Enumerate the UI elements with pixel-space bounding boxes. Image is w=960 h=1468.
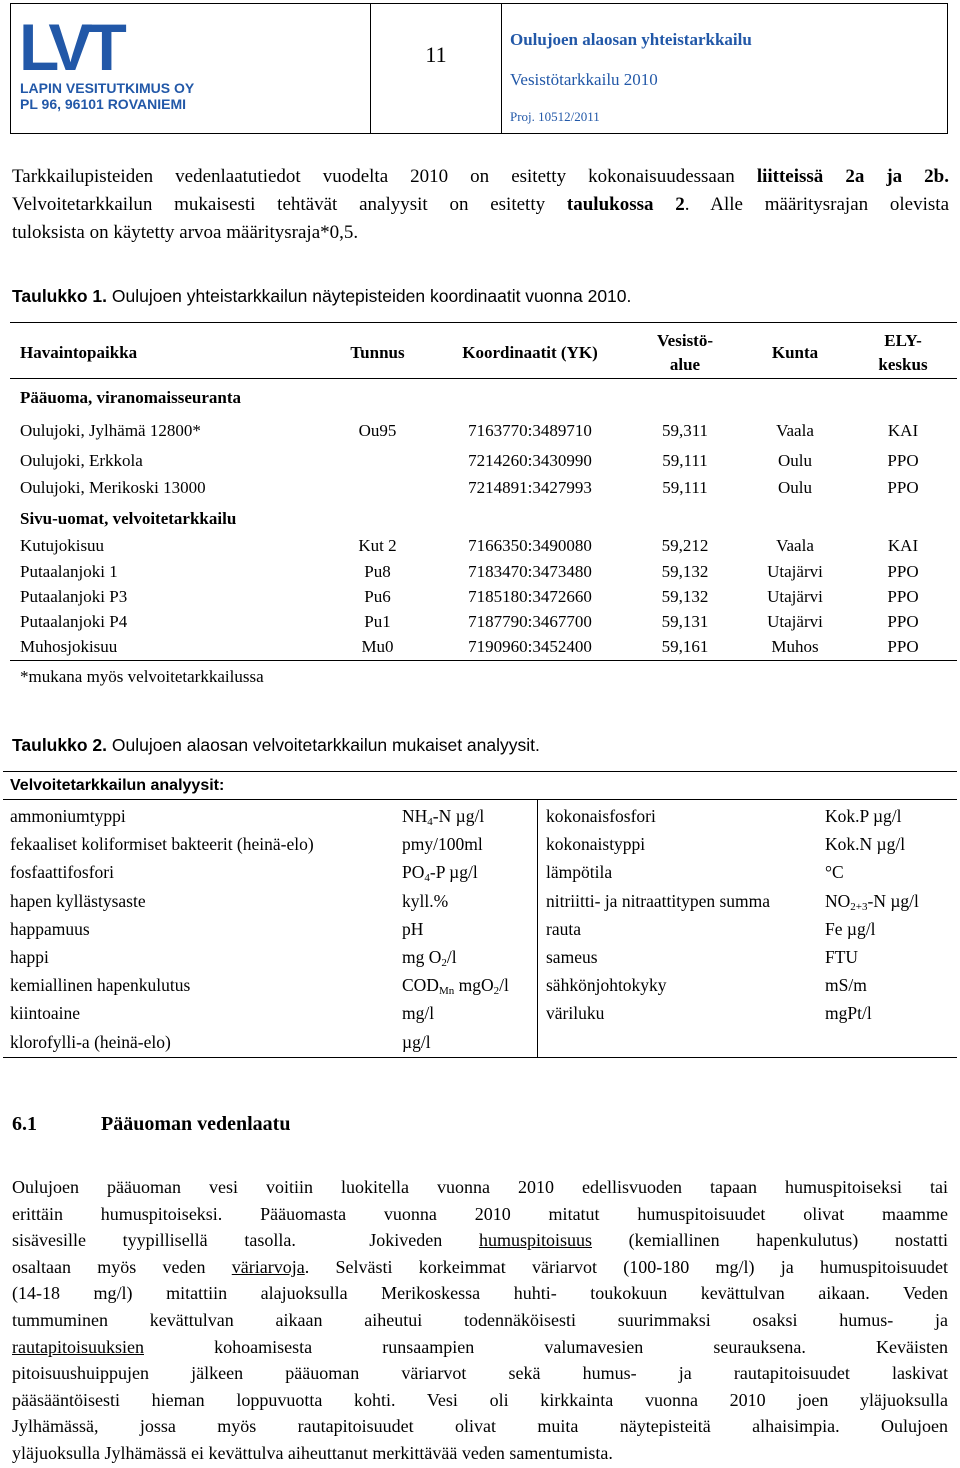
table1-cell-coords: 7190960:3452400 <box>468 637 592 656</box>
analysis-name-left: ammoniumtyppi <box>10 806 126 826</box>
header-page-cell <box>371 4 502 133</box>
table1-top-rule <box>10 322 957 323</box>
analysis-unit-left: pmy/100ml <box>402 834 483 855</box>
analysis-unit-right: Kok.N µg/l <box>825 834 906 855</box>
table1-cell-area: 59,311 <box>661 421 709 440</box>
table1-cell-place: Putaalanjoki 1 <box>20 562 118 581</box>
table1-cell-ely: PPO <box>887 637 919 656</box>
table1-cell-place: Oulujoki, Merikoski 13000 <box>20 478 206 497</box>
org-address: PL 96, 96101 ROVANIEMI <box>20 96 186 112</box>
section-number: 6.1 <box>12 1113 37 1135</box>
analysis-name-left: kiintoaine <box>10 1003 80 1024</box>
analysis-unit-left: mg/l <box>402 1003 435 1024</box>
group-tributaries: Sivu-uomat, velvoitetarkkailu <box>20 509 237 528</box>
analysis-name-right: kokonaisfosfori <box>546 806 656 826</box>
analysis-unit-right: Fe µg/l <box>825 918 876 939</box>
intro-line-1: Tarkkailupisteiden vedenlaatutiedot vuodelta 2010 on esitetty kokonaisuudessaan liitteissä 2a ja 2b. <box>12 166 949 187</box>
body-line-1: Oulujoen pääuoman vesi voitiin luokitella vuonna 2010 edellisvuoden tapaan humuspitoiseksi tai <box>12 1177 948 1197</box>
table1-cell-place: Putaalanjoki P3 <box>20 587 128 606</box>
analysis-name-right: sameus <box>546 947 598 967</box>
table1-cell-ely: PPO <box>887 562 919 581</box>
body-line-6: tummuminen kevättulvan aikaan aiheutui todennäköisesti suurimmaksi osaksi humus- ja <box>12 1309 948 1330</box>
section-title: Pääuoman vedenlaatu <box>101 1113 291 1135</box>
term-variarvoja: väriarvoja <box>231 1256 305 1277</box>
table2-caption: Taulukko 2. Oulujoen alaosan velvoitetarkkailun mukaiset analyysit. <box>12 735 540 755</box>
table1-cell-ely: PPO <box>887 451 919 470</box>
lvt-logo <box>19 18 169 78</box>
section-body <box>12 1174 948 1467</box>
table1-cell-code: Pu1 <box>364 612 391 631</box>
analysis-unit-left: $COD_{Mn}$ mgO$_2$/l <box>402 975 509 998</box>
table1-cell-municipality: Oulu <box>778 451 812 470</box>
table1-cell-ely: KAI <box>887 536 919 555</box>
table1-cell-code: Pu6 <box>364 587 391 606</box>
intro-paragraph <box>12 163 949 247</box>
table1-cell-municipality: Vaala <box>776 421 814 440</box>
term-rautapitoisuuksien: rautapitoisuuksien <box>12 1336 144 1357</box>
table1-header-rule <box>10 378 957 379</box>
table1-cell-code: Ou95 <box>358 421 397 440</box>
table1-cell-area: 59,111 <box>662 451 708 470</box>
analysis-unit-right: $NO_{2+3}-N$ µg/l <box>825 890 919 913</box>
body-line-8: pitoisuushuippujen jälkeen pääuoman väriarvot sekä humus- ja rautapitoisuudet laskivat <box>12 1363 948 1384</box>
analysis-unit-right: °C <box>825 862 844 883</box>
table2-bottom-rule <box>3 1057 957 1058</box>
th-place: Havaintopaikka <box>20 343 138 362</box>
body-line-3: sisävesille tyypillisellä tasolla. Jokiveden humuspitoisuus (kemiallinen hapenkulutus) nostatti <box>12 1230 948 1251</box>
intro-line-2: Velvoitetarkkailun mukaisesti tehtävät analyysit on esitetty taulukossa 2. Alle määritysrajan olevista <box>12 194 949 215</box>
table2-top-rule <box>3 771 957 772</box>
analysis-unit-left: pH <box>402 918 424 939</box>
project-number: Proj. 10512/2011 <box>510 109 600 124</box>
th-municipality: Kunta <box>771 343 819 362</box>
th-area: Vesistö- alue <box>656 331 714 374</box>
analysis-name-right: nitriitti- ja nitraattitypen summa <box>546 890 771 911</box>
table1-cell-coords: 7183470:3473480 <box>468 562 592 581</box>
table1-cell-municipality: Utajärvi <box>767 562 823 581</box>
table1-cell-municipality: Utajärvi <box>767 612 823 631</box>
analysis-name-left: happi <box>10 947 49 967</box>
th-code: Tunnus <box>350 343 405 362</box>
table2-header-rule <box>3 799 957 800</box>
analysis-name-right: lämpötila <box>546 862 613 883</box>
table1-cell-area: 59,111 <box>662 478 708 497</box>
header-title-cell <box>502 4 947 133</box>
body-line-9: pääsääntöisesti hieman loppuvuotta kohti. Vesi oli kirkkainta vuonna 2010 joen yläjuoksulla <box>12 1389 948 1410</box>
body-line-7: rautapitoisuuksien kohoamisesta runsaampien valumavesien seurauksena. Keväisten <box>12 1336 948 1357</box>
body-line-5: (14-18 mg/l) mitattiin alajuoksulla Merikoskessa huhti- toukokuun kevättulvan aikaan. Veden <box>12 1283 948 1304</box>
table1-cell-municipality: Oulu <box>778 478 812 497</box>
table1-cell-code: Kut 2 <box>358 536 397 555</box>
group-main-channel: Pääuoma, viranomaisseuranta <box>20 388 241 407</box>
table1-cell-code: Pu8 <box>364 562 391 581</box>
table1-cell-place: Muhosjokisuu <box>20 637 118 656</box>
analysis-name-left: kemiallinen hapenkulutus <box>10 975 191 996</box>
table1-cell-code: Mu0 <box>361 637 394 656</box>
logo-text: LVT <box>19 18 121 78</box>
table1-cell-place: Putaalanjoki P4 <box>20 612 128 631</box>
table1-cell-coords: 7214891:3427993 <box>468 478 592 497</box>
table1-cell-coords: 7214260:3430990 <box>468 451 592 470</box>
term-humuspitoisuus: humuspitoisuus <box>478 1230 592 1251</box>
analysis-unit-right: mS/m <box>825 975 867 996</box>
analysis-unit-left: $NH_4-N$ µg/l <box>402 806 485 828</box>
body-line-11: yläjuoksulla Jylhämässä ei kevättulva aiheuttanut merkittävää veden samentumista. <box>12 1442 613 1463</box>
intro-line-3: tuloksista on käytetty arvoa määritysraja*0,5. <box>12 222 359 243</box>
analysis-unit-right: FTU <box>825 947 859 967</box>
table1-cell-area: 59,161 <box>661 637 709 656</box>
th-coords: Koordinaatit (YK) <box>462 343 598 362</box>
table1-cell-ely: PPO <box>887 587 919 606</box>
analysis-unit-right: Kok.P µg/l <box>825 806 902 826</box>
table1-bottom-rule <box>10 660 957 661</box>
header-logo-cell <box>11 4 371 133</box>
analysis-unit-left: kyll.% <box>402 890 449 911</box>
table1-cell-coords: 7166350:3490080 <box>468 536 592 555</box>
page-number: 11 <box>425 42 447 67</box>
table1-cell-municipality: Utajärvi <box>767 587 823 606</box>
analysis-name-right: sähkönjohtokyky <box>546 975 667 996</box>
analysis-name-left: happamuus <box>10 918 90 939</box>
table1-cell-coords: 7187790:3467700 <box>468 612 592 631</box>
report-subtitle: Vesistötarkkailu 2010 <box>510 70 658 89</box>
body-line-10: Jylhämässä, jossa myös rautapitoisuudet olivat muita näytepisteitä alhaisimpia. Oulujoen <box>12 1416 948 1437</box>
table1-cell-area: 59,132 <box>661 562 709 581</box>
analysis-name-right: väriluku <box>546 1003 605 1024</box>
table2-header: Velvoitetarkkailun analyysit: <box>10 777 225 794</box>
table1-cell-area: 59,132 <box>661 587 709 606</box>
analysis-name-left: klorofylli-a (heinä-elo) <box>10 1031 171 1052</box>
table1-cell-place: Kutujokisuu <box>20 536 105 555</box>
table1-cell-place: Oulujoki, Jylhämä 12800* <box>20 421 201 440</box>
table1-cell-coords: 7185180:3472660 <box>468 587 592 606</box>
report-title: Oulujoen alaosan yhteistarkkailu <box>510 30 752 49</box>
analysis-unit-right: mgPt/l <box>825 1003 872 1024</box>
table1-cell-ely: KAI <box>887 421 919 440</box>
analysis-name-right: kokonaistyppi <box>546 834 646 855</box>
analysis-name-right: rauta <box>546 918 581 939</box>
table1-cell-area: 59,131 <box>661 612 709 631</box>
table1-cell-coords: 7163770:3489710 <box>468 421 592 440</box>
analysis-name-left: fosfaattifosfori <box>10 862 114 883</box>
table1-cell-municipality: Muhos <box>771 637 819 656</box>
table1-cell-place: Oulujoki, Erkkola <box>20 451 143 470</box>
page-header <box>10 3 948 134</box>
table1-cell-municipality: Vaala <box>776 536 814 555</box>
table1-cell-ely: PPO <box>887 478 919 497</box>
analysis-name-left: fekaaliset koliformiset bakteerit (heinä-elo) <box>10 834 314 855</box>
body-line-4: osaltaan myös veden väriarvoja. Selvästi korkeimmat väriarvot (100-180 mg/l) ja humuspitoisuudet <box>12 1256 949 1277</box>
analysis-name-left: hapen kyllästysaste <box>10 890 146 911</box>
table2-divider <box>537 799 538 1058</box>
table1-cell-ely: PPO <box>887 612 919 631</box>
th-ely: ELY- keskus <box>878 331 928 374</box>
analysis-unit-left: mg $O_2/l$ <box>402 947 457 969</box>
org-name: LAPIN VESITUTKIMUS OY <box>20 80 195 96</box>
table1-cell-area: 59,212 <box>661 536 709 555</box>
table1-footnote: *mukana myös velvoitetarkkailussa <box>20 667 264 686</box>
table1-caption: Taulukko 1. Oulujoen yhteistarkkailun näytepisteiden koordinaatit vuonna 2010. <box>12 286 632 306</box>
analysis-unit-left: $PO_4-P$ µg/l <box>402 862 478 885</box>
analysis-unit-left: µg/l <box>402 1031 431 1052</box>
body-line-2: erittäin humuspitoiseksi. Pääuomasta vuonna 2010 mitatut humuspitoisuudet olivat maamme <box>12 1203 948 1224</box>
